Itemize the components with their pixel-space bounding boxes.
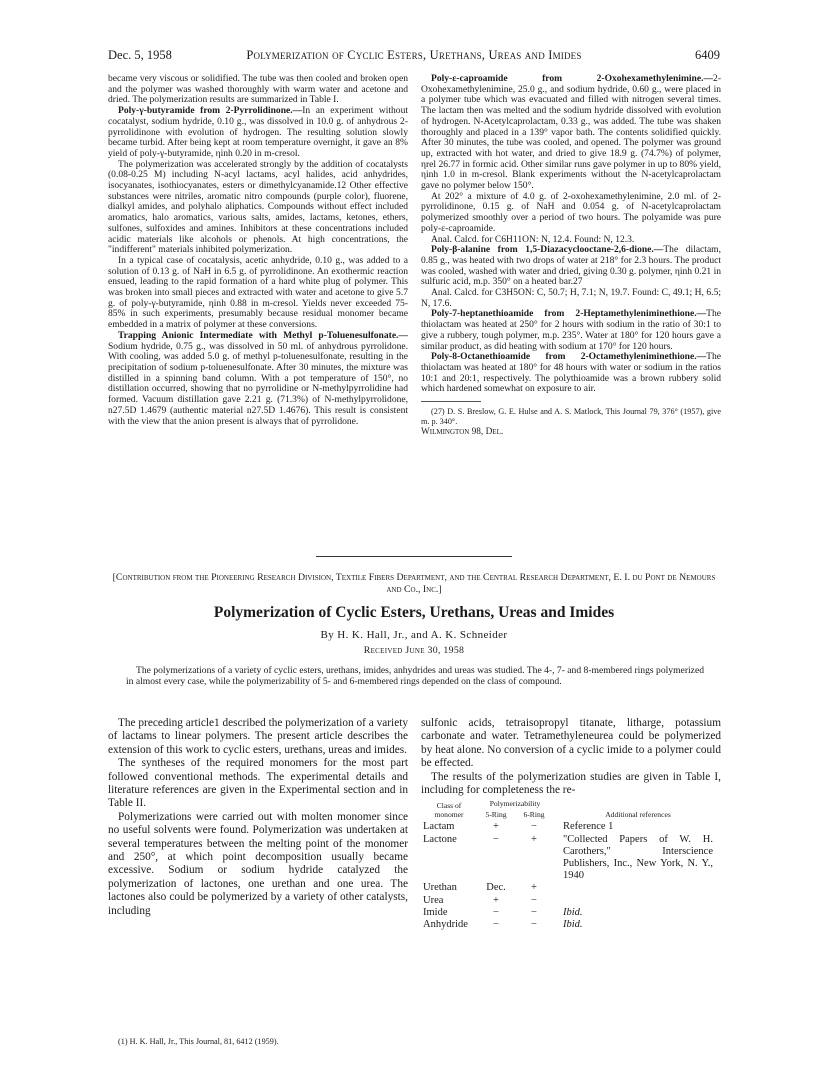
paragraph: In a typical case of cocatalysis, acetic anhydride, 0.10 g., was added to a solution of 0.13 g. of NaH in 6.5 g. of pyrrolidinone. An exothermic reaction ensued, leading to the rapid formation of a hard white plug of polymer. This was broken into small pieces and extracted with water and acetone to give 5.7 g. of poly-γ-butyramide, ηinh 0.88 in m-cresol. Yields never exceeded 75-85% in such experiments, presumably because residual monomer became embedded in a matrix of polymer at these conversions. — [108, 254, 408, 331]
header-page-number: 6409 — [695, 48, 720, 62]
paragraph: became very viscous or solidified. The tube was then cooled and broken open and the polymer was washed thoroughly with warm water and acetone and dried. The polymerization results are summarized in Table I. — [108, 73, 408, 106]
section-heading: Poly-7-heptanethioamide from 2-Heptamethyleniminethione.— — [431, 308, 707, 320]
table-cell: − — [493, 906, 499, 918]
table-cell: Ibid. — [563, 906, 583, 918]
table-row — [421, 834, 715, 883]
paragraph: Poly-ε-caproamide from 2-Oxohexamethylenimine.—2-Oxohexamethylenimine, 25.0 g., and sodium hydride, 0.60 g., were placed in a polymer tube which was evacuated and filled with nitrogen several times. The lactam then was melted and the sodium hydride dissolved with evolution of hydrogen. N-Acetylcaprolactam, 0.33 g., was added. The tube was shaken thoroughly and placed in a 139° vapor bath. The contents solidified quickly. After 30 minutes, the tube was cooled, and opened. The polymer was ground up, extracted with hot water, and dried to give 18.9 g. (74.7%) of polymer, ηrel 26.77 in formic acid. Other similar runs gave polymer in up to 80% yield, ηinh 1.0 in m-cresol. Blank experiments without the N-acetylcaprolactam gave no polymer below 150°. — [421, 73, 721, 192]
top-left-column — [108, 74, 408, 427]
top-right-column — [421, 74, 721, 438]
table-cell: Lactam — [423, 821, 455, 833]
table-cell — [553, 895, 715, 907]
table-cell: − — [531, 894, 537, 906]
table-row — [421, 895, 715, 907]
paragraph: The polymerization was accelerated strongly by the addition of cocatalysts (0.08-0.25 M) including N-acyl lactams, acyl halides, acid anhydrides, isocyanates, isothiocyanates, esters or dimethylcyanamide.12 Other effective substances were nitriles, aromatic nitro compounds (purple color), fluorene, dialkyl amides, and polyhalo aliphatics. Compounds without effect included aromatics, halo aromatics, various salts, amides, lactams, ketones, ethers, sulfones, sulfoxides and amines. Inhibitors at these concentrations included acidic materials like alcohols or phenols. At high concentrations, the "indifferent" materials inhibited polymerization. — [108, 158, 408, 256]
table-cell: Urea — [423, 894, 444, 906]
polymerizability-table — [421, 800, 715, 931]
city-line: Wilmington 98, Del. — [421, 427, 504, 438]
header-running-title: Polymerization of Cyclic Esters, Urethans, Ureas and Imides — [246, 48, 582, 62]
table-cell: Urethan — [423, 882, 457, 894]
header-date: Dec. 5, 1958 — [108, 48, 172, 62]
table-cell: − — [493, 919, 499, 931]
paragraph: The preceding article1 described the polymerization of a variety of lactams to linear polymers. The present article describes the extension of this work to cyclic esters, urethans, ureas and imides. — [108, 717, 408, 756]
paragraph: Polymerizations were carried out with molten monomer since no useful solvents were found. Polymerization was undertaken at several temperatures between the melting point of the monomer and 250°, at which point decomposition usually became excessive. Sodium or sodium hydride catalyzed the polymerization of lactones, one urethan and one urea. The lactones also could be polymerized by a variety of other catalysts, including — [108, 810, 408, 917]
paragraph: The syntheses of the required monomers for the most part followed conventional methods. The experimental details and literature references are given in the Experimental section and in Table II. — [108, 757, 408, 810]
table-cell: + — [531, 833, 537, 845]
paragraph: sulfonic acids, tetraisopropyl titanate, litharge, potassium carbonate and water. Tetramethyleneurea could be polymerized by heat alone. No conversion of a cyclic imide to a polymer could be effected. — [421, 717, 721, 770]
table-cell: + — [493, 821, 499, 833]
analysis-line: Anal. Calcd. for C3H5ON: C, 50.7; H, 7.1; N, 19.7. Found: C, 49.1; H, 6.5; N, 17.6. — [421, 287, 721, 309]
section-heading: Poly-γ-butyramide from 2-Pyrrolidinone.— — [118, 105, 303, 117]
contribution-note: [Contribution from the Pioneering Research Division, Textile Fibers Department, and the Central Research Department, E. I. du Pont de Nemours and Co., Inc.] — [112, 572, 716, 595]
abstract: The polymerizations of a variety of cyclic esters, urethans, imides, anhydrides and ureas was studied. The 4-, 7- and 8-membered rings polymerized in almost every case, while the polymerizability of 5- and 6-membered rings depended on the class of compound. — [126, 665, 704, 687]
table-header-group: Polymerizability — [489, 799, 541, 809]
article-separator — [316, 556, 512, 557]
footnote-rule — [421, 401, 481, 402]
table-header-class: Class of monomer — [434, 801, 464, 819]
footnote: (1) H. K. Hall, Jr., This Journal, 81, 6412 (1959). — [118, 1037, 279, 1046]
paragraph: The results of the polymerization studies are given in Table I, including for completeness the re- — [421, 770, 721, 797]
table-cell: + — [493, 894, 499, 906]
table-cell: "Collected Papers of W. H. Carothers," Interscience Publishers, Inc., New York, N. Y., 1940 — [563, 833, 713, 882]
section-heading: Poly-8-Octanethioamide from 2-Octamethyleniminethione.— — [431, 351, 707, 363]
table-cell: − — [531, 821, 537, 833]
table-cell: Dec. — [486, 882, 506, 894]
table-header-six-ring: 6-Ring — [523, 809, 545, 819]
bottom-right-column — [421, 717, 721, 931]
table-header-refs: Additional references — [605, 809, 671, 819]
received-date: Received June 30, 1958 — [363, 645, 465, 656]
table-row — [421, 907, 715, 919]
table-cell: − — [531, 919, 537, 931]
paragraph: Poly-γ-butyramide from 2-Pyrrolidinone.—In an experiment without cocatalyst, sodium hydride, 0.10 g., was dissolved in 10.0 g. of anhydrous 2-pyrrolidinone with evolution of hydrogen. The resulting solution slowly became turbid. After being kept at room temperature overnight, it gave an 8% yield of poly-γ-butyramide, ηinh 0.20 in m-cresol. — [108, 105, 408, 159]
table-cell: Ibid. — [563, 919, 583, 931]
article-title: Polymerization of Cyclic Esters, Urethans, Ureas and Imides — [213, 604, 615, 621]
table-cell: − — [531, 906, 537, 918]
table-row — [421, 919, 715, 931]
bottom-left-column — [108, 717, 408, 918]
table-cell — [553, 882, 715, 894]
paragraph: Trapping Anionic Intermediate with Methyl p-Toluenesulfonate.—Sodium hydride, 0.75 g., was dissolved in 50 ml. of anhydrous pyrrolidone. With cooling, was added 5.0 g. of methyl p-toluenesulfonate, resulting in the precipitation of sodium p-toluenesulfonate. After 30 minutes, the mixture was distilled in a spinning band column. With a pot temperature of 150°, no distillation occurred, showing that no pyrrolidine or N-methylpyrrolidine had formed. Vacuum distillation gave 2.21 g. (71.3%) of N-methylpyrrolidone, n27.5D 1.4679 (authentic material n27.5D 1.4676). This result is consistent with the view that the anion present is always that of pyrrolidone. — [108, 329, 408, 427]
section-heading: Poly-ε-caproamide from 2-Oxohexamethylenimine.— — [431, 73, 714, 84]
article-authors: By H. K. Hall, Jr., and A. K. Schneider — [320, 629, 508, 641]
table-header-five-ring: 5-Ring — [485, 809, 507, 819]
table-row — [421, 821, 715, 833]
section-heading: Trapping Anionic Intermediate with Methyl p-Toluenesulfonate.— — [118, 329, 408, 341]
paragraph: Poly-β-alanine from 1,5-Diazacyclooctane-2,6-dione.—The dilactam, 0.85 g., was heated with two drops of water at 218° for 2.3 hours. The product was cooled, washed with water and dried, giving 0.30 g. polymer, ηinh 0.21 in sulfuric acid, m.p. 350° on a heated bar.27 — [421, 244, 721, 288]
analysis-line: Anal. Calcd. for C6H11ON: N, 12.4. Found: N, 12.3. — [431, 233, 635, 245]
section-heading: Poly-β-alanine from 1,5-Diazacyclooctane-2,6-dione.— — [431, 244, 664, 256]
table-cell: Lactone — [423, 833, 457, 845]
paragraph: Poly-8-Octanethioamide from 2-Octamethyleniminethione.—The thiolactam was heated at 180° for 48 hours with water or sodium in the ratios 10:1 and 20:1, respectively. The polythioamide was a brown rubbery solid which hardened somewhat on exposure to air. — [421, 351, 721, 395]
footnote: (27) D. S. Breslow, G. E. Hulse and A. S. Matlock, This Journal 79, 376° (1957), give m. p. 340°. — [421, 407, 721, 427]
paragraph: At 202° a mixture of 4.0 g. of 2-oxohexamethylenimine, 2.0 ml. of 2-pyrrolidinone, 0.15 g. of NaH and 0.054 g. of N-acetylcaprolactam polymerized smoothly over a period of two hours. The polyamide was pure poly-ε-caproamide. — [421, 190, 721, 234]
table-cell: Reference 1 — [563, 821, 614, 833]
table-row — [421, 882, 715, 894]
table-cell: + — [531, 882, 537, 894]
table-cell: Imide — [423, 906, 448, 918]
table-cell: − — [493, 833, 499, 845]
paragraph: Poly-7-heptanethioamide from 2-Heptamethyleniminethione.—The thiolactam was heated at 250° for 2 hours with sodium in the ratio of 30:1 to give a rubbery, tough polymer, m.p. 235°. Water at 180° for 120 hours gave a similar product, as did heating with sodium at 170° for 120 hours. — [421, 308, 721, 352]
table-cell: Anhydride — [423, 919, 468, 931]
running-header — [108, 48, 720, 64]
